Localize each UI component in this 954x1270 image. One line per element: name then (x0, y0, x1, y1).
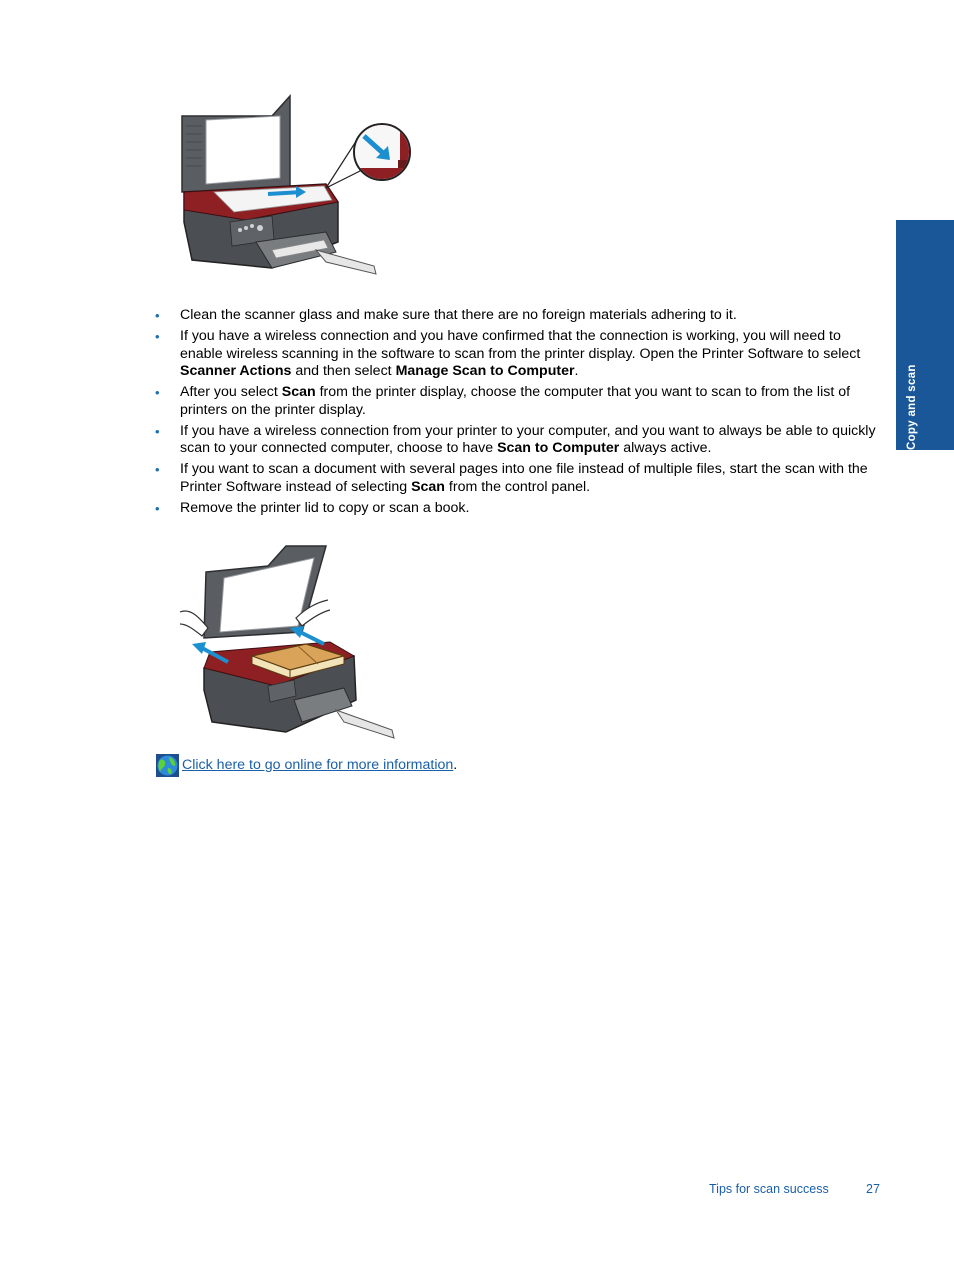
bullet-icon: • (155, 385, 160, 401)
tip-text: from the control panel. (444, 478, 591, 495)
tip-text: Clean the scanner glass and make sure that there are no foreign materials adhering to it. (180, 307, 737, 323)
tips-bullet-list (150, 307, 886, 521)
bullet-icon: • (155, 462, 160, 478)
tip-text: . (574, 363, 579, 380)
tip-bold-text: Scanner Actions (180, 363, 292, 380)
online-info-line (156, 753, 457, 777)
chapter-side-tab (896, 220, 954, 450)
tip-text: If you want to scan a document with several pages into one file instead of multiple files, start the scan with the Printer Software instead of selecting (180, 461, 868, 495)
tip-list-item (150, 461, 886, 496)
printer-scanner-glass-illustration (176, 92, 416, 282)
footer-section-title: Tips for scan success (709, 1182, 829, 1196)
tip-list-item (150, 307, 886, 324)
tip-text: After you select (180, 384, 282, 401)
tip-list-item (150, 328, 886, 380)
online-info-link[interactable]: Click here to go online for more information (182, 757, 454, 773)
tip-list-item (150, 384, 886, 419)
printer-book-scan-illustration (176, 540, 401, 745)
bullet-icon: • (155, 308, 160, 323)
globe-icon[interactable] (156, 754, 179, 777)
tip-text: If you have a wireless connection from your printer to your computer, and you want to always be able to quickly scan to your connected computer, choose to have (180, 422, 876, 457)
bullet-icon: • (155, 329, 160, 345)
bullet-icon: • (155, 501, 160, 517)
tip-bold-text: Manage Scan to Computer (395, 363, 575, 380)
tip-text: Remove the printer lid to copy or scan a book. (180, 500, 470, 517)
bullet-icon: • (155, 423, 160, 439)
online-info-suffix: . (453, 757, 458, 773)
tip-text: If you have a wireless connection and you have confirmed that the connection is working, you will need to enable wireless scanning in the software to scan from the printer display. Open the Printer Software to select (180, 328, 861, 362)
tip-text: and then select (291, 363, 396, 380)
tip-list-item (150, 500, 886, 517)
chapter-side-tab-label: Copy and scan (906, 364, 918, 450)
tip-bold-text: Scan to Computer (497, 440, 620, 457)
tip-text: from the printer display, choose the computer that you want to scan to from the list of printers on the printer display. (180, 384, 851, 418)
footer-page-number: 27 (866, 1182, 880, 1196)
tip-list-item (150, 423, 886, 458)
tip-bold-text: Scan (281, 384, 316, 401)
tip-text: always active. (619, 440, 712, 457)
tip-bold-text: Scan (411, 478, 445, 495)
